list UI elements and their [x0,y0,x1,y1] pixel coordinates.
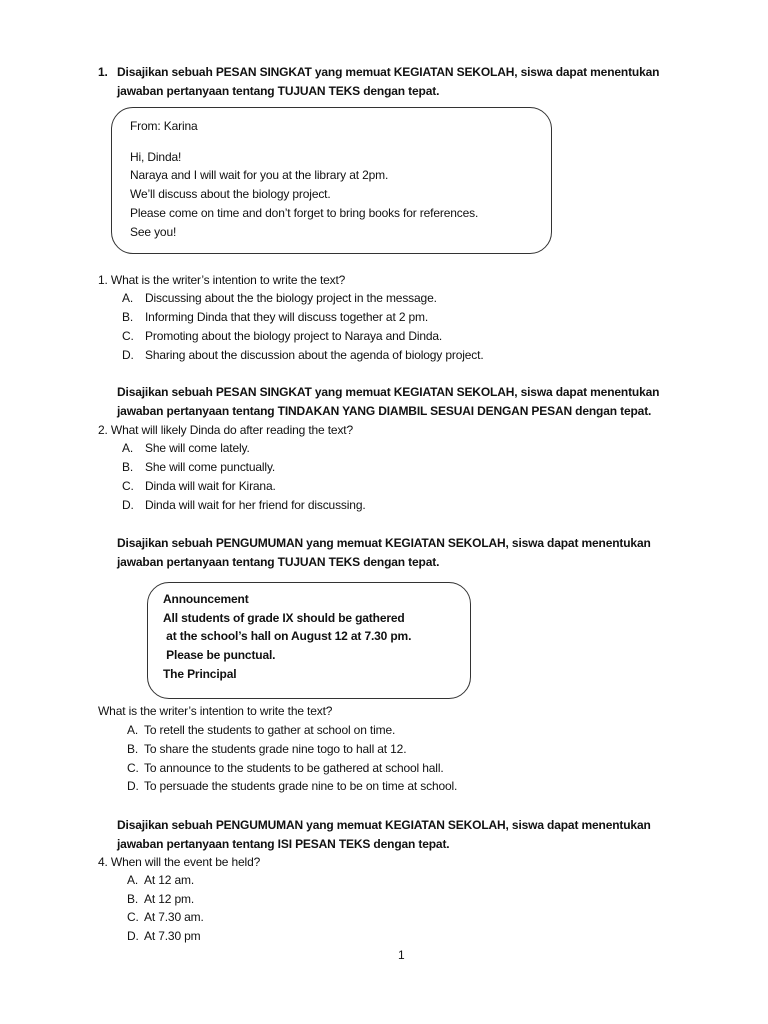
instruction-text: Disajikan sebuah PENGUMUMAN yang memuat KEGIATAN SEKOLAH, siswa dapat menentukan [117,818,651,832]
question-3: What is the writer’s intention to write the text? [98,704,333,718]
option-letter: A. [122,441,134,455]
message-line: See you! [130,225,177,239]
instruction-text: jawaban pertanyaan tentang TINDAKAN YANG DIAMBIL SESUAI DENGAN PESAN dengan tepat. [117,404,652,418]
option-letter: A. [122,291,134,305]
question-1: 1. What is the writer’s intention to write the text? [98,273,346,287]
announcement-line: Please be punctual. [163,648,276,662]
option-letter: D. [122,498,134,512]
option-text: At 7.30 pm [144,929,201,943]
announcement-signature: The Principal [163,667,237,681]
question-4: 4. When will the event be held? [98,855,261,869]
section-number: 1. [98,65,108,79]
option-letter: D. [127,779,139,793]
message-line: We’ll discuss about the biology project. [130,187,331,201]
instruction-text: Disajikan sebuah PESAN SINGKAT yang memuat KEGIATAN SEKOLAH, siswa dapat menentukan [117,65,660,79]
question-2: 2. What will likely Dinda do after reading the text? [98,423,353,437]
option-letter: D. [122,348,134,362]
announcement-line: at the school’s hall on August 12 at 7.30 pm. [163,629,412,643]
option-letter: D. [127,929,139,943]
message-line: Please come on time and don’t forget to bring books for references. [130,206,479,220]
option-letter: B. [122,460,134,474]
instruction-text: jawaban pertanyaan tentang ISI PESAN TEKS dengan tepat. [117,837,450,851]
option-letter: A. [127,873,139,887]
announcement-title: Announcement [163,592,249,606]
option-letter: C. [127,910,139,924]
instruction-text: Disajikan sebuah PENGUMUMAN yang memuat KEGIATAN SEKOLAH, siswa dapat menentukan [117,536,651,550]
option-text: To persuade the students grade nine to be on time at school. [144,779,458,793]
option-letter: C. [122,479,134,493]
message-line: Hi, Dinda! [130,150,182,164]
option-text: She will come punctually. [145,460,276,474]
option-text: She will come lately. [145,441,250,455]
option-text: Sharing about the discussion about the agenda of biology project. [145,348,484,362]
option-letter: C. [122,329,134,343]
message-from: From: Karina [130,119,198,133]
page-number: 1 [398,948,405,962]
option-text: To announce to the students to be gathered at school hall. [144,761,444,775]
option-text: Discussing about the the biology project in the message. [145,291,437,305]
option-text: Dinda will wait for her friend for discussing. [145,498,366,512]
option-letter: A. [127,723,139,737]
message-line: Naraya and I will wait for you at the library at 2pm. [130,168,389,182]
option-text: At 12 am. [144,873,195,887]
option-letter: B. [127,742,139,756]
option-letter: C. [127,761,139,775]
option-letter: B. [127,892,139,906]
option-text: At 12 pm. [144,892,195,906]
instruction-text: jawaban pertanyaan tentang TUJUAN TEKS dengan tepat. [117,84,440,98]
option-text: Informing Dinda that they will discuss together at 2 pm. [145,310,429,324]
option-text: Dinda will wait for Kirana. [145,479,276,493]
instruction-text: Disajikan sebuah PESAN SINGKAT yang memuat KEGIATAN SEKOLAH, siswa dapat menentukan [117,385,660,399]
option-letter: B. [122,310,134,324]
option-text: Promoting about the biology project to Naraya and Dinda. [145,329,443,343]
option-text: At 7.30 am. [144,910,204,924]
option-text: To retell the students to gather at school on time. [144,723,396,737]
instruction-text: jawaban pertanyaan tentang TUJUAN TEKS dengan tepat. [117,555,440,569]
announcement-line: All students of grade IX should be gathered [163,611,405,625]
option-text: To share the students grade nine togo to hall at 12. [144,742,407,756]
